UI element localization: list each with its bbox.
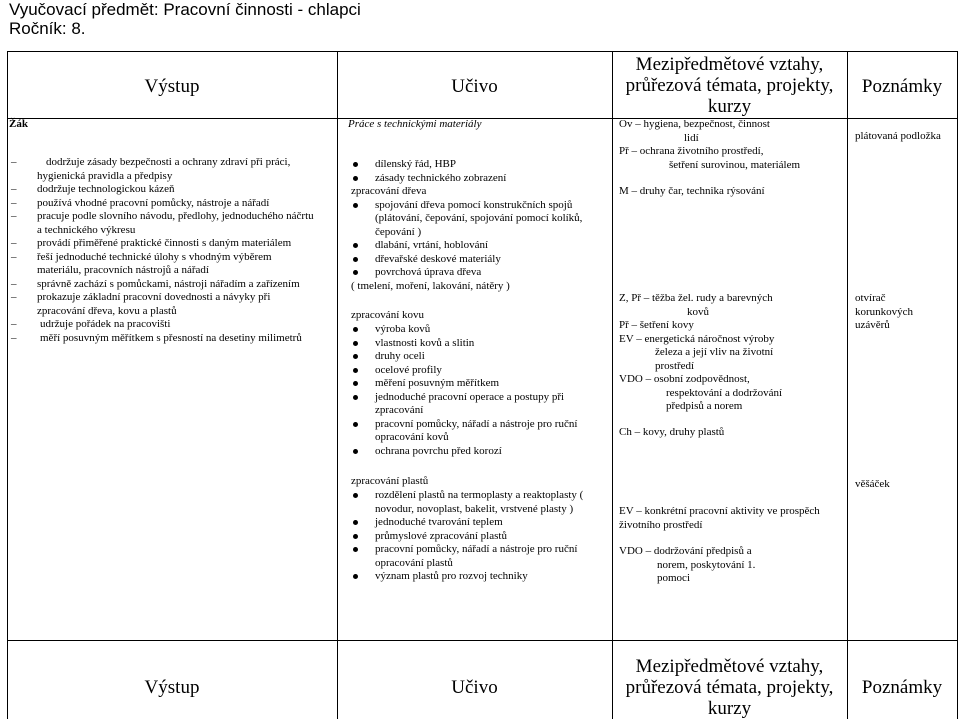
relations-block-1 [619, 118, 800, 172]
list-item: dřevařské deskové materiály [351, 253, 582, 267]
relations-block-3 [619, 292, 782, 414]
list-item-continuation: opracování plastů [375, 556, 453, 569]
column-divider [337, 51, 338, 719]
relation-line: EV – energetická náročnost výroby [619, 332, 775, 345]
list-item: zásady technického zobrazení [351, 172, 582, 186]
list-item-continuation: ( tmelení, moření, lakování, nátěry ) [351, 279, 510, 292]
list-item-continuation: opracování kovů [375, 431, 449, 443]
relation-line: respektování a dodržování [666, 386, 783, 399]
list-item: povrchová úprava dřeva [351, 266, 582, 280]
list-item-continuation: čepování ) [375, 225, 422, 238]
relations-block-4: Ch – kovy, druhy plastů [619, 426, 725, 438]
list-item: jednoduché pracovní operace a postupy při [351, 391, 577, 405]
relation-line: pomoci [657, 572, 690, 584]
relation-line: železa a její vliv na životní [655, 346, 774, 358]
relations-block-6 [619, 545, 755, 586]
list-item: – řeší jednoduché technické úlohy s vhodným výběrem [11, 251, 314, 265]
list-item-continuation: zpracování dřeva, kovu a plastů [37, 304, 177, 317]
footer-header-mezipredmetove: Mezipředmětové vztahy, průřezová témata, projekty, kurzy [625, 656, 834, 719]
list-item-continuation: (plátování, čepování, spojování pomocí kolíků, [375, 212, 583, 224]
list-item: jednoduché tvarování teplem [351, 516, 583, 530]
section-heading-wood: zpracování dřeva [351, 185, 427, 197]
relation-line: Z, Př – těžba žel. rudy a barevných [619, 292, 773, 304]
header-poznamky: Poznámky [861, 76, 943, 97]
header-ucivo: Učivo [451, 76, 498, 97]
footer-header-ucivo: Učivo [451, 677, 498, 698]
table-border-left [7, 51, 8, 719]
note-otvirac: otvírač korunkových uzávěrů [855, 292, 914, 331]
relation-line: životního prostředí [619, 518, 703, 531]
header-row-divider [7, 118, 958, 119]
relation-line: norem, poskytování 1. [657, 558, 756, 571]
list-item: význam plastů pro rozvoj techniky [351, 570, 583, 584]
relation-line: VDO – dodržování předpisů a [619, 545, 752, 557]
list-item: pracovní pomůcky, nářadí a nástroje pro ruční [351, 543, 583, 557]
list-item: spojování dřeva pomocí konstrukčních spojů [351, 199, 582, 213]
list-item: – provádí přiměřené praktické činnosti s daným materiálem [11, 237, 314, 251]
list-item: – používá vhodné pracovní pomůcky, nástroje a nářadí [11, 197, 314, 211]
list-item-continuation: a technického výkresu [37, 223, 136, 236]
column-divider [612, 51, 613, 719]
ucivo-heading: Práce s technickými materiály [348, 118, 482, 130]
list-item: průmyslové zpracování plastů [351, 530, 583, 544]
list-item: – správně zachází s pomůckami, nástroji nářadím a zařízením [11, 278, 314, 292]
relation-line: předpisů a norem [666, 400, 743, 412]
grade-line: Ročník: 8. [9, 19, 86, 38]
list-item: ocelové profily [351, 364, 577, 378]
list-item: druhy oceli [351, 350, 577, 364]
list-item-continuation: novodur, novoplast, bakelit, vrstvené plasty ) [375, 502, 574, 515]
list-item: – měří posuvným měřítkem s přesností na desetiny milimetrů [11, 332, 314, 346]
plastic-list [351, 489, 583, 584]
header-mezipredmetove: Mezipředmětové vztahy, průřezová témata, projekty, kurzy [625, 54, 834, 117]
metal-list [351, 323, 577, 458]
table-border-right [957, 51, 958, 719]
footer-header-poznamky: Poznámky [861, 677, 943, 698]
relations-block-2: M – druhy čar, technika rýsování [619, 185, 765, 197]
list-item-continuation: zpracování [375, 404, 424, 416]
table-border-top [7, 51, 958, 52]
section-heading-metal: zpracování kovu [351, 309, 424, 321]
relation-line: Ov – hygiena, bezpečnost, činnost [619, 118, 770, 130]
list-item: výroba kovů [351, 323, 577, 337]
relation-line: kovů [687, 305, 709, 318]
column-divider [847, 51, 848, 719]
list-item: dílenský řád, HBP [351, 158, 582, 172]
note-platovana-podlozka: plátovaná podložka [855, 130, 941, 142]
list-item: – udržuje pořádek na pracovišti [11, 318, 314, 332]
list-item: vlastnosti kovů a slitin [351, 337, 577, 351]
list-item: ochrana povrchu před korozí [351, 445, 577, 459]
relation-line: Př – ochrana životního prostředí, [619, 145, 764, 157]
list-item: pracovní pomůcky, nářadí a nástroje pro ruční [351, 418, 577, 432]
header-vystup: Výstup [144, 76, 200, 97]
relation-line: Př – šetření kovy [619, 319, 694, 331]
subject-line: Vyučovací předmět: Pracovní činnosti - chlapci [9, 0, 361, 19]
page-header [9, 0, 361, 38]
list-item: rozdělení plastů na termoplasty a reaktoplasty ( [351, 489, 583, 503]
zak-label: Žák [9, 118, 28, 130]
list-item-continuation: hygienická pravidla a předpisy [37, 169, 173, 182]
list-item: dlabání, vrtání, hoblování [351, 239, 582, 253]
relations-block-5 [619, 505, 820, 532]
vystup-list [11, 156, 314, 345]
list-item: – dodržuje technologickou kázeň [11, 183, 314, 197]
relation-line: VDO – osobní zodpovědnost, [619, 373, 750, 385]
list-item: – pracuje podle slovního návodu, předlohy, jednoduchého náčrtu [11, 210, 314, 224]
list-item: – prokazuje základní pracovní dovednosti a návyky při [11, 291, 314, 305]
list-item: měření posuvným měřítkem [351, 377, 577, 391]
list-item: – dodržuje zásady bezpečnosti a ochrany zdraví při práci, [11, 156, 314, 170]
footer-header-vystup: Výstup [144, 677, 200, 698]
wood-list [351, 158, 582, 293]
relation-line: prostředí [655, 359, 695, 372]
relation-line: EV – konkrétní pracovní aktivity ve prospěch [619, 505, 820, 517]
relation-line: lidí [684, 131, 699, 144]
note-vesacek: věšáček [855, 478, 890, 490]
table-border-bottom [7, 640, 958, 641]
section-heading-plastic: zpracování plastů [351, 475, 429, 487]
list-item-continuation: materiálu, pracovních nástrojů a nářadí [37, 264, 209, 276]
relation-line: šetření surovinou, materiálem [669, 158, 801, 171]
